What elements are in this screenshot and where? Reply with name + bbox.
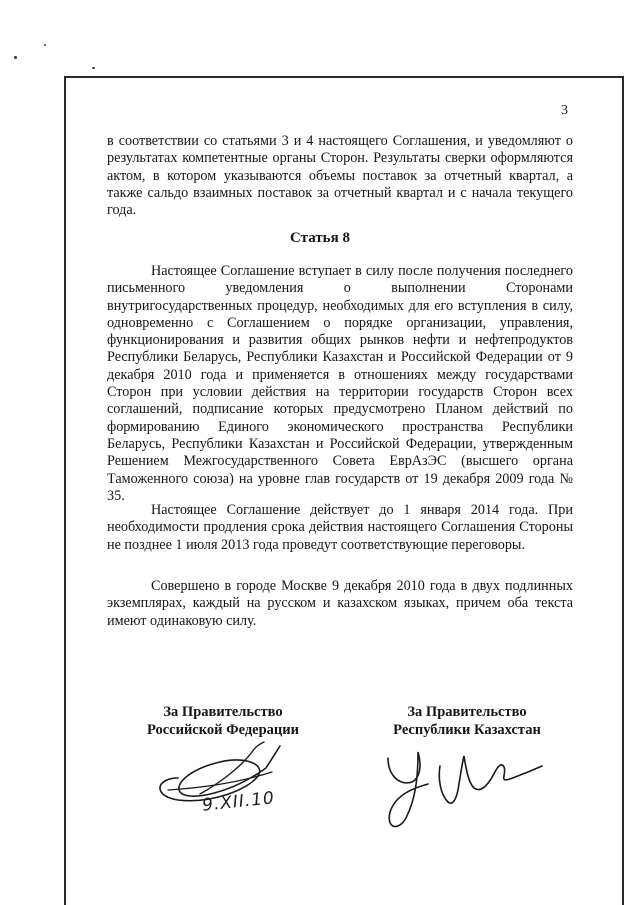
entry-into-force-paragraph: Настоящее Соглашение вступает в силу после получения последнего письменного уведомления о выполнении Сторонами внутригосударственных процедур, необходимых для его вступления в силу, одновременно с Соглашением о порядке организации, управления, функционирования и развития общих рынков нефти и нефтепродуктов Республики Беларусь, Республики Казахстан и Российской Федерации от 9 декабря 2010 года и применяется в отношениях между государствами Сторон при условии действия на территории государств Сторон всех соглашений, подписание которых предусмотрено Планом действий по формированию Единого экономического пространства Республики Беларусь, Республики Казахстан и Российской Федерации, утвержденным Решением Межгосударственного Совета ЕврАзЭС (высшего органа Таможенного союза) на уровне глав государств от 19 декабря 2009 года № 35. [107, 263, 573, 504]
signature-heading-line2: Российской Федерации [146, 722, 299, 738]
scan-speck [14, 56, 17, 59]
signature-heading-line1: За Правительство [407, 704, 527, 720]
term-paragraph: Настоящее Соглашение действует до 1 января 2014 года. При необходимости продления срока действия настоящего Соглашения Стороны не позднее 1 июля 2013 года проведут соответствующие переговоры. [107, 502, 573, 553]
scan-speck [92, 67, 95, 69]
scan-speck [44, 44, 46, 46]
signature-heading-line1: За Правительство [163, 704, 283, 720]
signature-heading-line2: Республики Казахстан [393, 722, 541, 738]
done-at-paragraph: Совершено в городе Москве 9 декабря 2010 года в двух подлинных экземплярах, каждый на русском и казахском языках, причем оба текста имеют одинаковую силу. [107, 578, 573, 629]
signature-block-russia [138, 703, 308, 739]
continuation-paragraph: в соответствии со статьями 3 и 4 настоящего Соглашения, и уведомляют о результатах компетентные органы Сторон. Результаты сверки оформляются актом, в котором указываются объемы поставок за отчетный квартал, а также сальдо взаимных поставок за отчетный квартал и с начала текущего года. [107, 133, 573, 219]
handwritten-signature-kazakhstan [378, 728, 548, 838]
article-heading: Статья 8 [290, 230, 350, 246]
page-number: 3 [561, 103, 568, 118]
handwritten-date: 9.XII.10 [201, 788, 276, 816]
